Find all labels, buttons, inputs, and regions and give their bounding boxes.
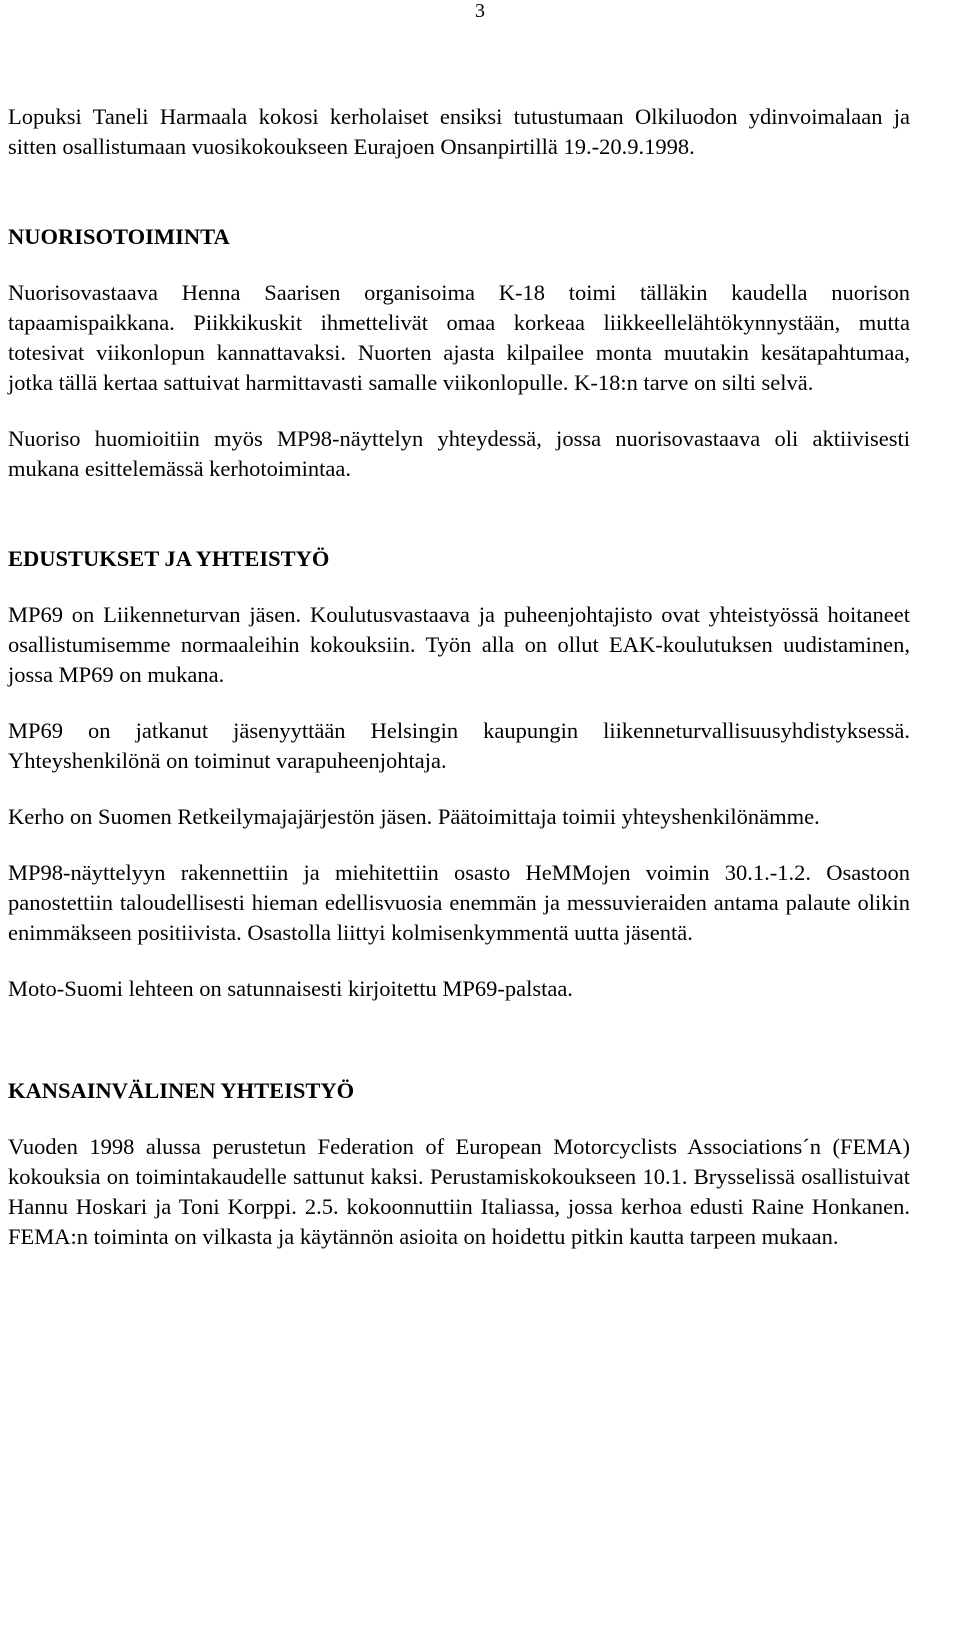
heading-edustukset: EDUSTUKSET JA YHTEISTYÖ <box>8 546 330 571</box>
edustukset-paragraph-4: MP98-näyttelyyn rakennettiin ja miehitettiin osasto HeMMojen voimin 30.1.-1.2. Osastoon panostettiin taloudellisesti hieman edellisvuosia enemmän ja messuvieraiden antama palaute olikin enimmäkseen positiivista. Osastolla liittyi kolmisenkymmentä uutta jäsentä. <box>8 860 910 945</box>
nuorisotoiminta-paragraph-2: Nuoriso huomioitiin myös MP98-näyttelyn yhteydessä, jossa nuorisovastaava oli aktiivisesti mukana esittelemässä kerhotoimintaa. <box>8 426 910 481</box>
nuorisotoiminta-paragraph-1: Nuorisovastaava Henna Saarisen organisoima K-18 toimi tälläkin kaudella nuorison tapaamispaikkana. Piikkikuskit ihmettelivät omaa korkeaa liikkeellelähtökynnystään, mutta totesivat viikonlopun kannattavaksi. Nuorten ajasta kilpailee monta muutakin kesätapahtumaa, jotka tällä kertaa sattuivat harmittavasti samalle viikonlopulle. K-18:n tarve on silti selvä. <box>8 280 910 395</box>
document-body <box>8 102 910 1252</box>
kansainvalinen-paragraph-1: Vuoden 1998 alussa perustetun Federation of European Motorcyclists Associations´n (FEMA) kokouksia on toimintakaudelle sattunut kaksi. Perustamiskokoukseen 10.1. Brysselissä osallistuivat Hannu Hoskari ja Toni Korppi. 2.5. kokoonnuttiin Italiassa, jossa kerhoa edusti Raine Honkanen. FEMA:n toiminta on vilkasta ja käytännön asioita on hoidettu pitkin kautta tarpeen mukaan. <box>8 1134 910 1249</box>
intro-paragraph: Lopuksi Taneli Harmaala kokosi kerholaiset ensiksi tutustumaan Olkiluodon ydinvoimalaan ja sitten osallistumaan vuosikokoukseen Eurajoen Onsanpirtillä 19.-20.9.1998. <box>8 104 910 159</box>
edustukset-paragraph-3: Kerho on Suomen Retkeilymajajärjestön jäsen. Päätoimittaja toimii yhteyshenkilönämme. <box>8 804 820 829</box>
edustukset-paragraph-1: MP69 on Liikenneturvan jäsen. Koulutusvastaava ja puheenjohtajisto ovat yhteistyössä hoitaneet osallistumisemme normaaleihin kokouksiin. Työn alla on ollut EAK-koulutuksen uudistaminen, jossa MP69 on mukana. <box>8 602 910 687</box>
edustukset-paragraph-2: MP69 on jatkanut jäsenyyttään Helsingin kaupungin liikenneturvallisuusyhdistyksessä. Yhteyshenkilönä on toiminut varapuheenjohtaja. <box>8 718 910 773</box>
page-number: 3 <box>475 0 485 22</box>
heading-kansainvalinen: KANSAINVÄLINEN YHTEISTYÖ <box>8 1078 355 1103</box>
heading-nuorisotoiminta: NUORISOTOIMINTA <box>8 224 230 249</box>
edustukset-paragraph-5: Moto-Suomi lehteen on satunnaisesti kirjoitettu MP69-palstaa. <box>8 976 573 1001</box>
